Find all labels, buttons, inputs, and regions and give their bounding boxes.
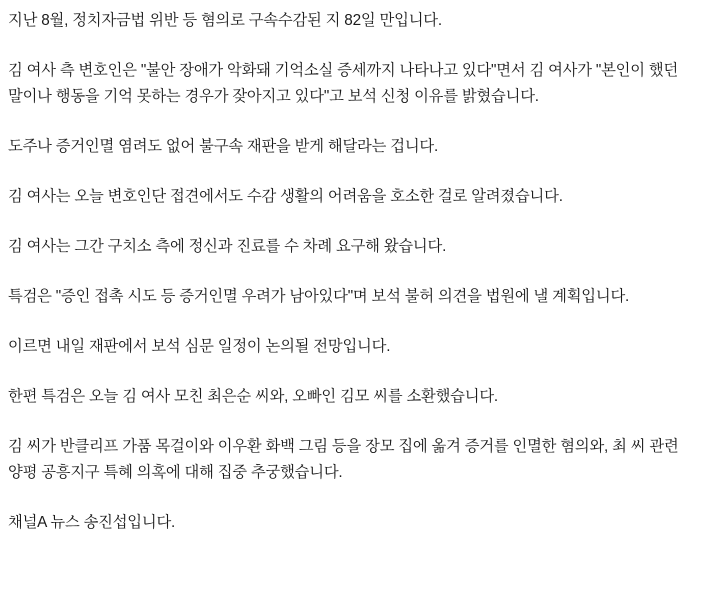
article-paragraph: 지난 8월, 정치자금법 위반 등 혐의로 구속수감된 지 82일 만입니다. [8, 12, 442, 29]
article-paragraph: 한편 특검은 오늘 김 여사 모친 최은순 씨와, 오빠인 김모 씨를 소환했습니다. [8, 388, 498, 405]
article-paragraph: 김 씨가 반클리프 가품 목걸이와 이우환 화백 그림 등을 장모 집에 옮겨 증거를 인멸한 혐의와, 최 씨 관련 양평 공흥지구 특혜 의혹에 대해 집중 추궁했습니다. [8, 438, 679, 481]
article-paragraph: 김 여사는 오늘 변호인단 접견에서도 수감 생활의 어려움을 호소한 걸로 알려졌습니다. [8, 188, 563, 205]
article-paragraph: 특검은 "증인 접촉 시도 등 증거인멸 우려가 남아있다"며 보석 불허 의견을 법원에 낼 계획입니다. [8, 288, 630, 305]
article-paragraph: 김 여사는 그간 구치소 측에 정신과 진료를 수 차례 요구해 왔습니다. [8, 238, 447, 255]
article-paragraph: 도주나 증거인멸 염려도 없어 불구속 재판을 받게 해달라는 겁니다. [8, 138, 439, 155]
article-paragraph: 김 여사 측 변호인은 "불안 장애가 악화돼 기억소실 증세까지 나타나고 있다"면서 김 여사가 "본인이 했던 말이나 행동을 기억 못하는 경우가 잦아지고 있다"고 보석 신청 이유를 밝혔습니다. [8, 62, 679, 105]
article-signoff: 채널A 뉴스 송진섭입니다. [8, 514, 176, 531]
article-paragraph: 이르면 내일 재판에서 보석 심문 일정이 논의될 전망입니다. [8, 338, 391, 355]
